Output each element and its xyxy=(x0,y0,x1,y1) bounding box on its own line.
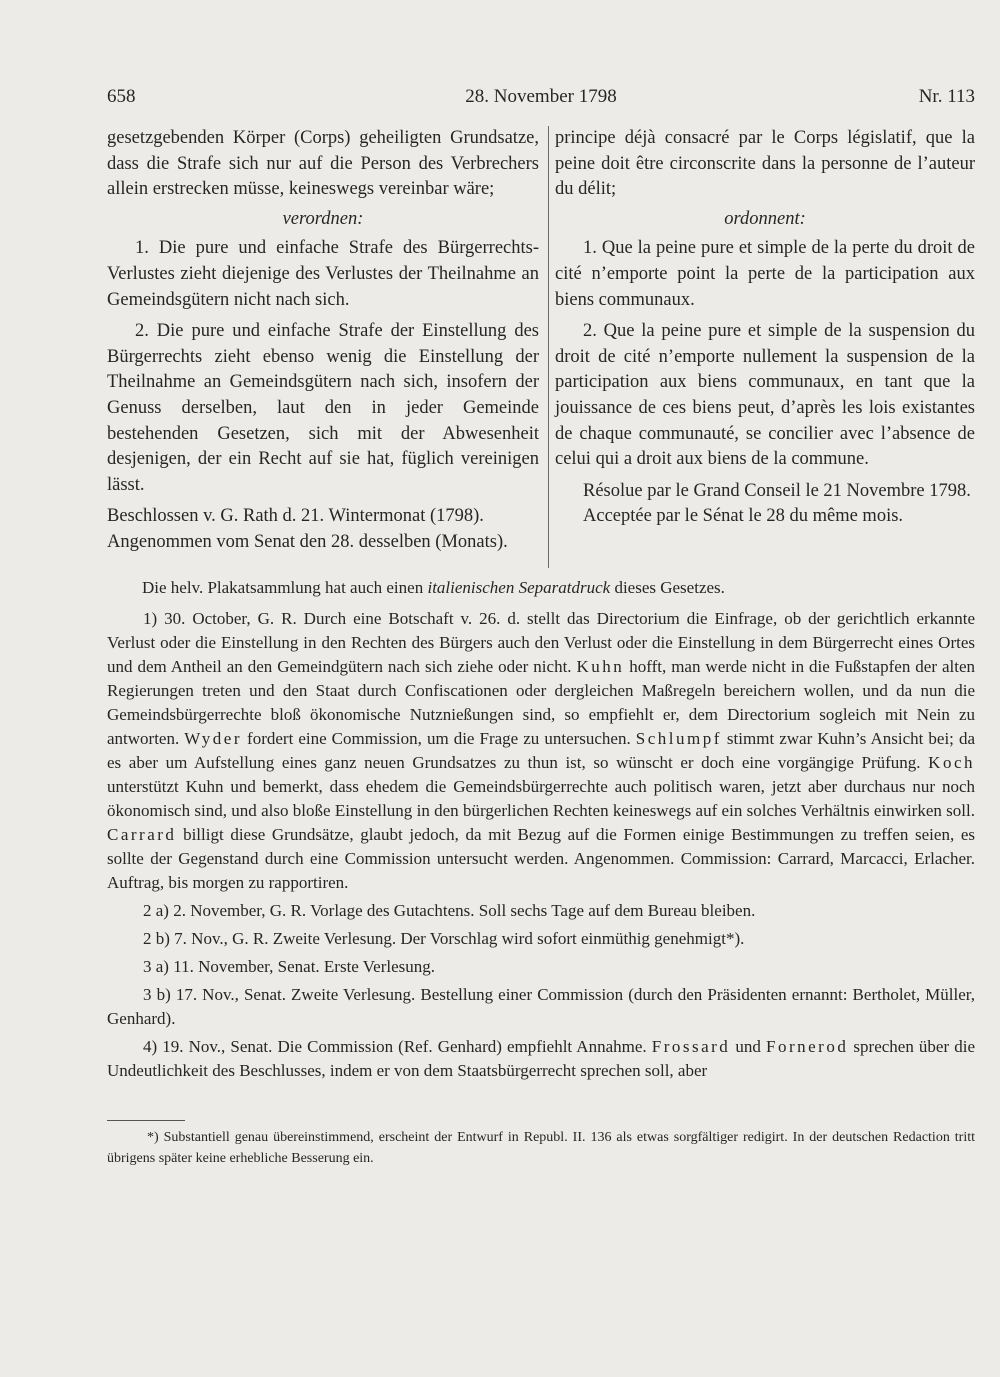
french-accepted: Acceptée par le Sénat le 28 du même mois. xyxy=(583,506,904,527)
german-item-1: 1. Die pure und einfache Strafe des Bürgerrechts-Verlustes zieht diejenige des Verlustes der Theilnahme an Gemeindsgütern nicht nach sich. xyxy=(107,238,539,310)
speaker-frossard: Frossard xyxy=(651,1037,731,1056)
speaker-kuhn: Kuhn xyxy=(576,657,625,676)
footnote-rule xyxy=(107,1120,185,1121)
footnote-4-text-b: und xyxy=(730,1037,766,1056)
footnote-2b: 2 b) 7. Nov., G. R. Zweite Verlesung. Der Vorschlag wird sofort einmüthig genehmigt*). xyxy=(143,929,745,948)
footnote-1-text-d: stimmt zwar Kuhn’s Ansicht bei; da es aber um Aufstellung eines ganz neuen Grundsatzes zu thun ist, so wünscht er doch eine vorgängige Prüfung. xyxy=(107,729,975,772)
page-date: 28. November 1798 xyxy=(465,86,617,107)
plakat-note-italic: italienischen Separatdruck xyxy=(427,578,611,597)
french-column xyxy=(555,126,975,530)
plakat-note-after: dieses Gesetzes. xyxy=(610,578,725,597)
footnote-1-text-e: unterstützt Kuhn und bemerkt, dass ehedem die Gemeindsbürgerrechte auch politisch waren, jetzt aber durchaus nur noch ökonomisch sind, und also bloße Einstellung in den bürgerlichen Rechten keineswegs auf ein solches Verhältnis einwirken soll. xyxy=(107,777,975,820)
plakat-note xyxy=(142,578,725,598)
speaker-schlumpf: Schlumpf xyxy=(635,729,722,748)
french-item-1: 1. Que la peine pure et simple de la perte du droit de cité n’emporte point la perte de la participation aux biens communaux. xyxy=(555,238,975,310)
footnote-1 xyxy=(107,607,975,895)
footnote-3b: 3 b) 17. Nov., Senat. Zweite Verlesung. Bestellung einer Commission (durch den Präsidenten ernannt: Bertholet, Müller, Genhard). xyxy=(107,985,975,1028)
footnote-1-text-a: 1) 30. October, G. R. Durch eine Botschaft v. 26. d. stellt das Directorium die Einfrage, ob der gerichtlich erkannte Verlust oder die Einstellung in den Rechten des Bürgers auch den Verlust oder die Einstellung in dem Bürgerrecht eines Ortes und dem Antheil an den Gemeindgütern nach sich ziehe oder nicht. xyxy=(107,609,975,676)
german-heading: verordnen: xyxy=(282,208,364,229)
column-divider xyxy=(548,126,549,568)
asterisk-footnote-text: *) Substantiell genau übereinstimmend, erscheint der Entwurf in Republ. II. 136 als etwas sorgfältiger redigirt. In der deutschen Redaction tritt übrigens später keine erhebliche Besserung ein. xyxy=(107,1130,975,1166)
german-item-2: 2. Die pure und einfache Strafe der Einstellung des Bürgerrechts zieht ebenso wenig die Einstellung der Theilnahme an Gemeindsgütern nach sich, insofern der Genuss derselben, laut den in jeder Gemeinde bestehenden Gesetzen, sich mit der Abwesenheit desjenigen, der ein Recht auf sie hat, füglich vereinigen lässt. xyxy=(107,321,539,495)
plakat-note-before: Die helv. Plakatsammlung hat auch einen xyxy=(142,578,428,597)
french-intro: principe déjà consacré par le Corps législatif, que la peine doit être circonscrite dans la personne de l’auteur du délit; xyxy=(555,128,975,200)
french-resolved: Résolue par le Grand Conseil le 21 Novembre 1798. xyxy=(583,480,971,501)
german-resolved: Beschlossen v. G. Rath d. 21. Wintermonat (1798). xyxy=(107,506,484,527)
footnotes xyxy=(107,607,975,1087)
footnote-1-text-f: billigt diese Grundsätze, glaubt jedoch, da mit Bezug auf die Formen einige Bestimmungen zu treffen seien, es sollte der Gegenstand durch eine Commission untersucht werden. Angenommen. Commission: Carrard, Marcacci, Erlacher. Auftrag, bis morgen zu rapportiren. xyxy=(107,825,975,892)
footnote-1-text-c: fordert eine Commission, um die Frage zu untersuchen. xyxy=(242,729,636,748)
german-column xyxy=(107,126,539,556)
footnote-4-text-c: sprechen über die Undeutlichkeit des Beschlusses, indem er von dem Staatsbürgerrecht sprechen soll, aber xyxy=(107,1037,975,1080)
speaker-koch: Koch xyxy=(928,753,975,772)
footnote-4-text-a: 4) 19. Nov., Senat. Die Commission (Ref. Genhard) empfiehlt Annahme. xyxy=(143,1037,652,1056)
page-number: 658 xyxy=(107,86,136,107)
speaker-wyder: Wyder xyxy=(184,729,242,748)
german-intro: gesetzgebenden Körper (Corps) geheiligten Grundsatze, dass die Strafe sich nur auf die Person des Verbrechers allein erstrecken müsse, keineswegs vereinbar wäre; xyxy=(107,128,539,200)
asterisk-footnote xyxy=(107,1127,975,1169)
footnote-1-text-b: hofft, man werde nicht in die Fußstapfen der alten Regierungen treten und den Staat durch Confiscationen oder dergleichen Maßregeln bereichern wollen, und da nun die Gemeindsbürgerrechte bloß ökonomische Nutznießungen sind, so empfiehlt er, dem Directorium sogleich mit Nein zu antworten. xyxy=(107,657,975,748)
footnote-3a: 3 a) 11. November, Senat. Erste Verlesung. xyxy=(143,957,436,976)
speaker-fornerod: Fornerod xyxy=(766,1037,849,1056)
footnote-4 xyxy=(107,1035,975,1083)
speaker-carrard: Carrard xyxy=(107,825,177,844)
french-heading: ordonnent: xyxy=(724,208,806,229)
document-number: Nr. 113 xyxy=(918,86,975,107)
french-item-2: 2. Que la peine pure et simple de la suspension du droit de cité n’emporte nullement la suspension de la participation aux biens communaux, en tant que la jouissance de ces biens peut, d’après les lois existantes de chaque communauté, se concilier avec l’absence de celui qui a droit aux biens de la commune. xyxy=(555,321,975,470)
footnote-2a: 2 a) 2. November, G. R. Vorlage des Gutachtens. Soll sechs Tage auf dem Bureau bleiben. xyxy=(143,901,756,920)
german-accepted: Angenommen vom Senat den 28. desselben (Monats). xyxy=(107,531,508,552)
page-header xyxy=(107,86,975,114)
